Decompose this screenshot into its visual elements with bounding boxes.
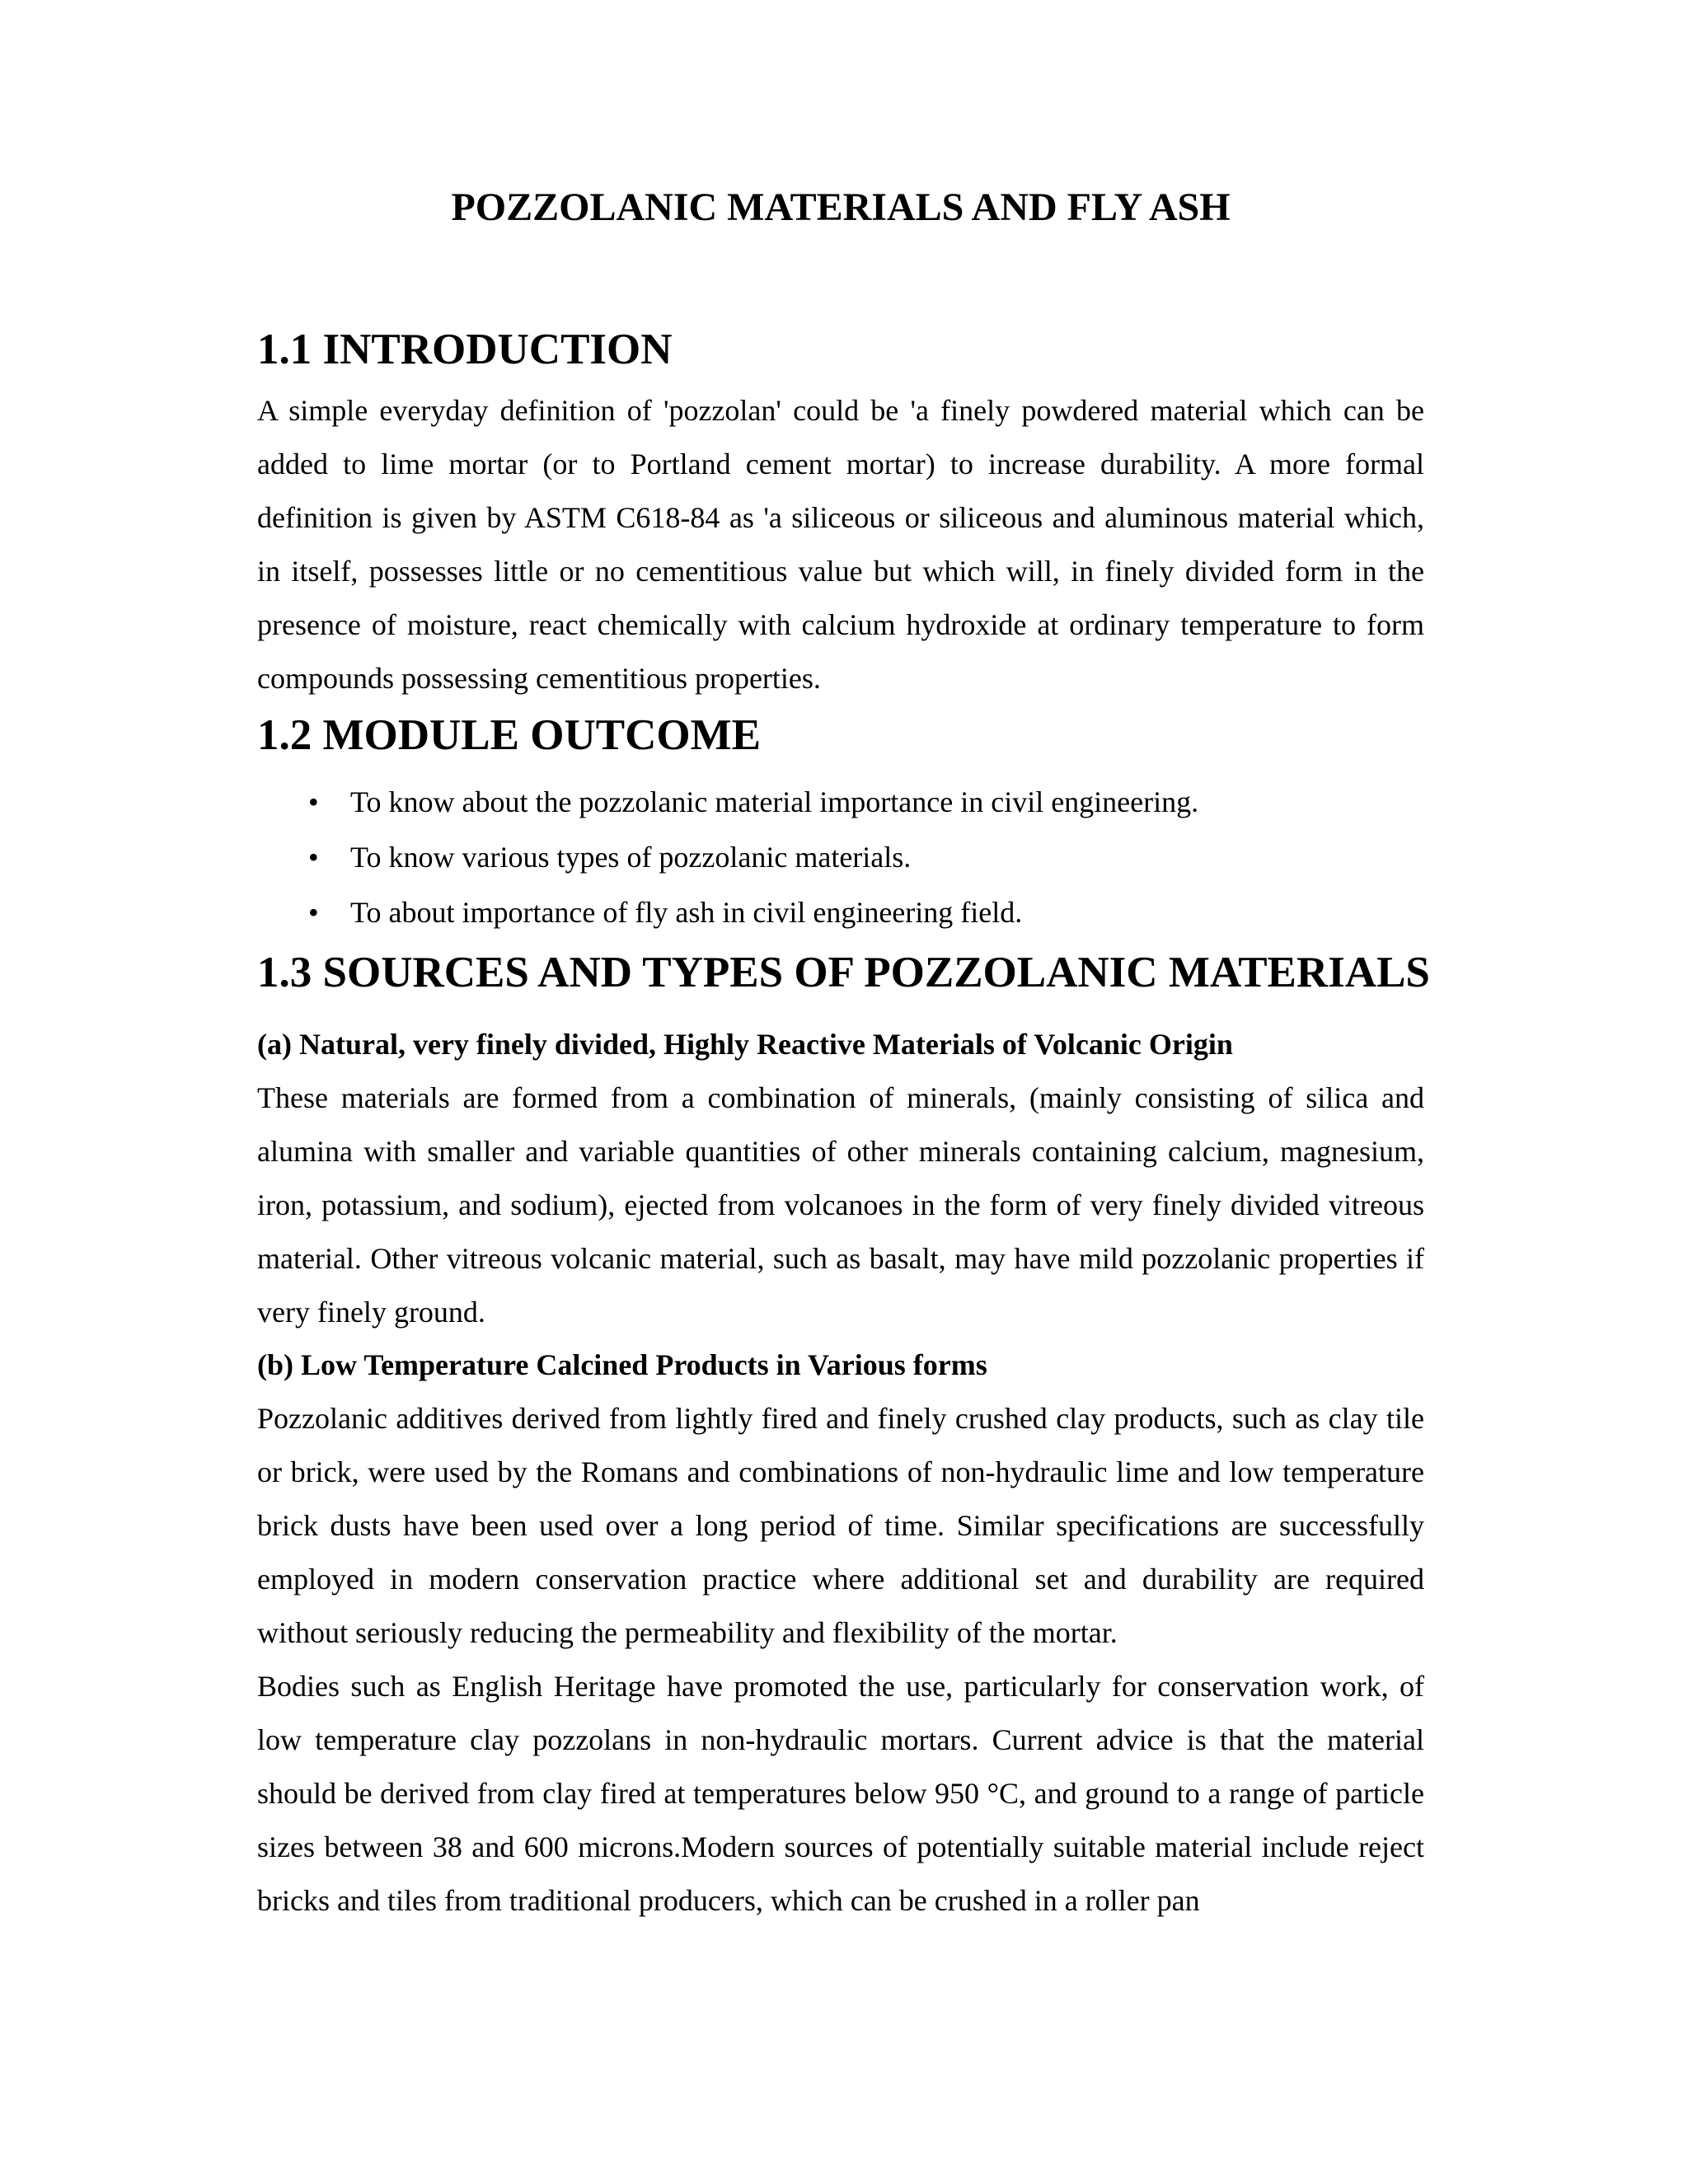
list-item-text: To about importance of fly ash in civil engineering field. xyxy=(350,896,1023,929)
english-heritage-paragraph: Bodies such as English Heritage have promoted the use, particularly for conservation work, of low temperature clay pozzolans in non-hydraulic mortars. Current advice is that the material should be derived from clay fired at temperatures below 950 °C, and ground to a range of particle sizes between 38 and 600 microns.Modern sources of potentially suitable material include reject bricks and tiles from traditional producers, which can be crushed in a roller pan xyxy=(257,1670,1424,1917)
document-title: POZZOLANIC MATERIALS AND FLY ASH xyxy=(451,185,1231,229)
bullet-icon: • xyxy=(308,841,319,874)
list-item xyxy=(257,885,1198,940)
calcined-products-paragraph: Pozzolanic additives derived from lightly fired and finely crushed clay products, such as clay tile or brick, were used by the Romans and combinations of non-hydraulic lime and low temperature brick dusts have been used over a long period of time. Similar specifications are successfully employed in modern conservation practice where additional set and durability are required without seriously reducing the permeability and flexibility of the mortar. xyxy=(257,1402,1424,1649)
section-heading-introduction: 1.1 INTRODUCTION xyxy=(257,326,673,373)
bullet-icon: • xyxy=(308,785,319,818)
list-item xyxy=(257,830,1198,885)
list-item xyxy=(257,775,1198,830)
section-heading-module-outcome: 1.2 MODULE OUTCOME xyxy=(257,711,761,759)
list-item-text: To know about the pozzolanic material importance in civil engineering. xyxy=(350,785,1199,818)
section-heading-sources-and-types: 1.3 SOURCES AND TYPES OF POZZOLANIC MATERIALS xyxy=(257,949,1430,996)
subheading-volcanic-materials: (a) Natural, very finely divided, Highly Reactive Materials of Volcanic Origin xyxy=(257,1028,1233,1061)
volcanic-materials-paragraph: These materials are formed from a combination of minerals, (mainly consisting of silica and alumina with smaller and variable quantities of other minerals containing calcium, magnesium, iron, potassium, and sodium), ejected from volcanoes in the form of very finely divided vitreous material. Other vitreous volcanic material, such as basalt, may have mild pozzolanic properties if very finely ground. xyxy=(257,1081,1424,1329)
introduction-paragraph: A simple everyday definition of 'pozzolan' could be 'a finely powdered material which can be added to lime mortar (or to Portland cement mortar) to increase durability. A more formal definition is given by ASTM C618-84 as 'a siliceous or siliceous and aluminous material which, in itself, possesses little or no cementitious value but which will, in finely divided form in the presence of moisture, react chemically with calcium hydroxide at ordinary temperature to form compounds possessing cementitious properties. xyxy=(257,394,1424,695)
list-item-text: To know various types of pozzolanic materials. xyxy=(350,841,912,874)
subheading-calcined-products: (b) Low Temperature Calcined Products in Various forms xyxy=(257,1348,987,1381)
module-outcome-list xyxy=(257,775,1198,940)
bullet-icon: • xyxy=(308,896,319,929)
